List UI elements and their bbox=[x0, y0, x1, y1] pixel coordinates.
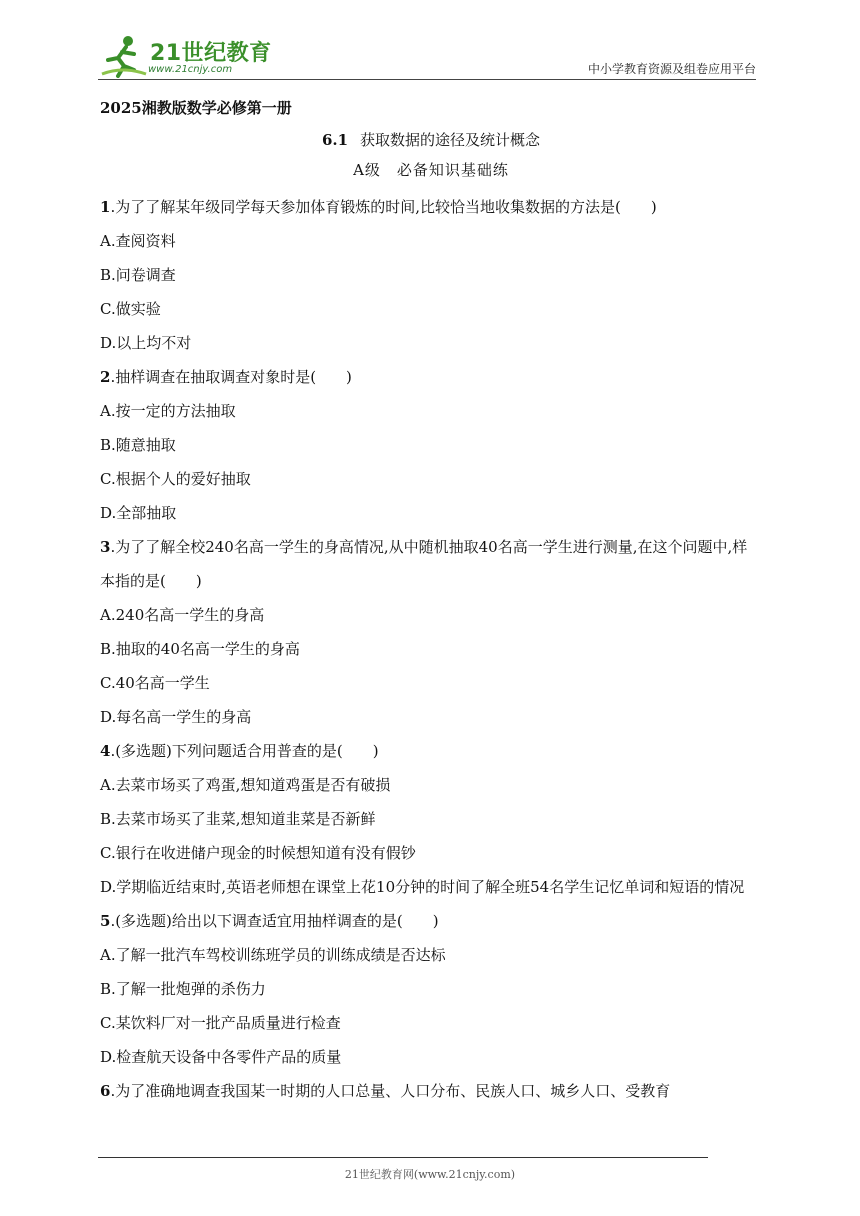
logo-text: 21世纪教育 bbox=[150, 41, 272, 66]
question-text: .为了了解某年级同学每天参加体育锻炼的时间,比较恰当地收集数据的方法是( ) bbox=[110, 198, 657, 216]
option-c: C.银行在收进储户现金的时候想知道有没有假钞 bbox=[100, 844, 416, 862]
option-b: B.随意抽取 bbox=[100, 436, 176, 454]
header-platform-text: 中小学教育资源及组卷应用平台 bbox=[587, 62, 756, 76]
option-b: B.抽取的40名高一学生的身高 bbox=[100, 640, 300, 658]
question-3 bbox=[100, 530, 762, 734]
page-footer: 21世纪教育网(www.21cnjy.com) bbox=[344, 1168, 516, 1181]
question-2 bbox=[100, 360, 762, 530]
question-number: 4 bbox=[100, 742, 111, 760]
question-number: 6 bbox=[100, 1082, 111, 1100]
section-name: 获取数据的途径及统计概念 bbox=[360, 131, 541, 149]
question-stem bbox=[100, 190, 762, 224]
question-5 bbox=[100, 904, 762, 1074]
question-text: .为了准确地调查我国某一时期的人口总量、人口分布、民族人口、城乡人口、受教育 bbox=[110, 1082, 671, 1100]
option-a: A.240名高一学生的身高 bbox=[100, 606, 265, 624]
option-a: A.了解一批汽车驾校训练班学员的训练成绩是否达标 bbox=[100, 946, 446, 964]
question-text: .(多选题)给出以下调查适宜用抽样调查的是( ) bbox=[110, 912, 439, 930]
option-c: C.40名高一学生 bbox=[100, 674, 210, 692]
question-stem bbox=[100, 904, 762, 938]
option-d: D.学期临近结束时,英语老师想在课堂上花10分钟的时间了解全班54名学生记忆单词和短语的情况 bbox=[100, 878, 745, 896]
page-header bbox=[98, 30, 756, 80]
logo bbox=[98, 34, 272, 78]
footer-divider bbox=[98, 1157, 708, 1158]
question-6 bbox=[100, 1074, 762, 1108]
section-title bbox=[100, 130, 762, 150]
question-1 bbox=[100, 190, 762, 360]
option-a: A.去菜市场买了鸡蛋,想知道鸡蛋是否有破损 bbox=[100, 776, 391, 794]
option-d: D.以上均不对 bbox=[100, 334, 192, 352]
question-number: 2 bbox=[100, 368, 111, 386]
option-b: B.了解一批炮弹的杀伤力 bbox=[100, 980, 266, 998]
header-divider bbox=[98, 79, 756, 80]
question-4 bbox=[100, 734, 762, 904]
option-c: C.某饮料厂对一批产品质量进行检查 bbox=[100, 1014, 341, 1032]
question-number: 1 bbox=[100, 198, 111, 216]
question-text: .抽样调查在抽取调查对象时是( ) bbox=[110, 368, 352, 386]
question-text: .为了了解全校240名高一学生的身高情况,从中随机抽取40名高一学生进行测量,在这个问题中,样本指的是( ) bbox=[100, 538, 748, 590]
question-stem bbox=[100, 734, 762, 768]
question-number: 5 bbox=[100, 912, 111, 930]
question-text: .(多选题)下列问题适合用普查的是( ) bbox=[110, 742, 379, 760]
option-d: D.全部抽取 bbox=[100, 504, 177, 522]
option-c: C.做实验 bbox=[100, 300, 161, 318]
option-b: B.问卷调查 bbox=[100, 266, 176, 284]
option-a: A.按一定的方法抽取 bbox=[100, 402, 236, 420]
document-body bbox=[100, 98, 762, 1108]
question-stem bbox=[100, 1074, 762, 1108]
logo-url: www.21cnjy.com bbox=[148, 64, 233, 75]
option-c: C.根据个人的爱好抽取 bbox=[100, 470, 251, 488]
level-heading: A级 必备知识基础练 bbox=[353, 161, 509, 179]
question-stem bbox=[100, 360, 762, 394]
question-stem bbox=[100, 530, 762, 598]
option-d: D.每名高一学生的身高 bbox=[100, 708, 252, 726]
option-a: A.查阅资料 bbox=[100, 232, 176, 250]
runner-logo-icon bbox=[98, 34, 148, 78]
section-number: 6.1 bbox=[321, 131, 349, 149]
book-title: 2025湘教版数学必修第一册 bbox=[100, 99, 292, 117]
option-d: D.检查航天设备中各零件产品的质量 bbox=[100, 1048, 342, 1066]
option-b: B.去菜市场买了韭菜,想知道韭菜是否新鲜 bbox=[100, 810, 376, 828]
question-number: 3 bbox=[100, 538, 111, 556]
